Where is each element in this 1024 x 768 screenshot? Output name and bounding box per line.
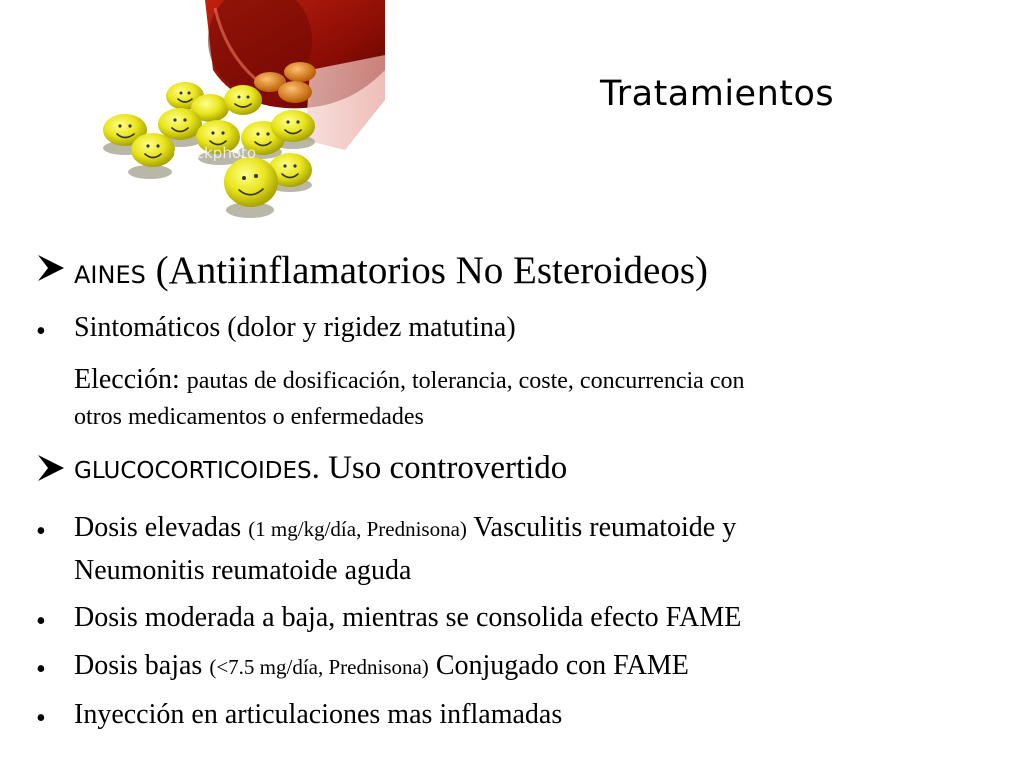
bullet-dot: • — [36, 316, 46, 347]
item-main: Dosis bajas — [74, 650, 210, 681]
note-line — [74, 364, 744, 396]
item-dose: (1 mg/kg/día, Prednisona) — [248, 517, 467, 541]
list-item — [74, 650, 689, 682]
pills-smiley-image — [55, 0, 385, 250]
item-main: Dosis elevadas — [74, 512, 249, 543]
arrow-bullet-icon — [36, 253, 66, 283]
list-item — [74, 512, 736, 544]
heading-abbr: AINES — [74, 261, 146, 289]
list-item: Sintomáticos (dolor y rigidez matutina) — [74, 312, 516, 343]
section-heading-glucocorticoides — [74, 450, 567, 487]
bullet-dot: • — [36, 516, 46, 547]
bullet-dot: • — [36, 654, 46, 685]
slide-title: Tratamientos — [600, 74, 835, 114]
item-rest: Vasculitis reumatoide y — [466, 512, 737, 543]
list-item: Inyección en articulaciones mas inflamadas — [74, 699, 563, 730]
note-text: pautas de dosificación, tolerancia, coste, concurrencia con — [186, 368, 745, 394]
section-heading-aines — [74, 248, 708, 293]
watermark-text: stockphoto — [173, 144, 257, 162]
heading-abbr: GLUCOCORTICOIDES — [74, 458, 312, 484]
heading-text: . Uso controvertido — [311, 450, 568, 486]
list-item: Dosis moderada a baja, mientras se consolida efecto FAME — [74, 602, 742, 633]
item-dose: (<7.5 mg/día, Prednisona) — [209, 655, 429, 679]
arrow-bullet-icon — [36, 453, 66, 483]
list-item-continuation: Neumonitis reumatoide aguda — [74, 555, 412, 586]
note-line: otros medicamentos o enfermedades — [74, 404, 424, 430]
bullet-dot: • — [36, 606, 46, 637]
heading-text: (Antiinflamatorios No Esteroideos) — [145, 249, 708, 292]
note-lead: Elección: — [74, 364, 187, 395]
item-rest: Conjugado con FAME — [428, 650, 689, 681]
bullet-dot: • — [36, 703, 46, 734]
